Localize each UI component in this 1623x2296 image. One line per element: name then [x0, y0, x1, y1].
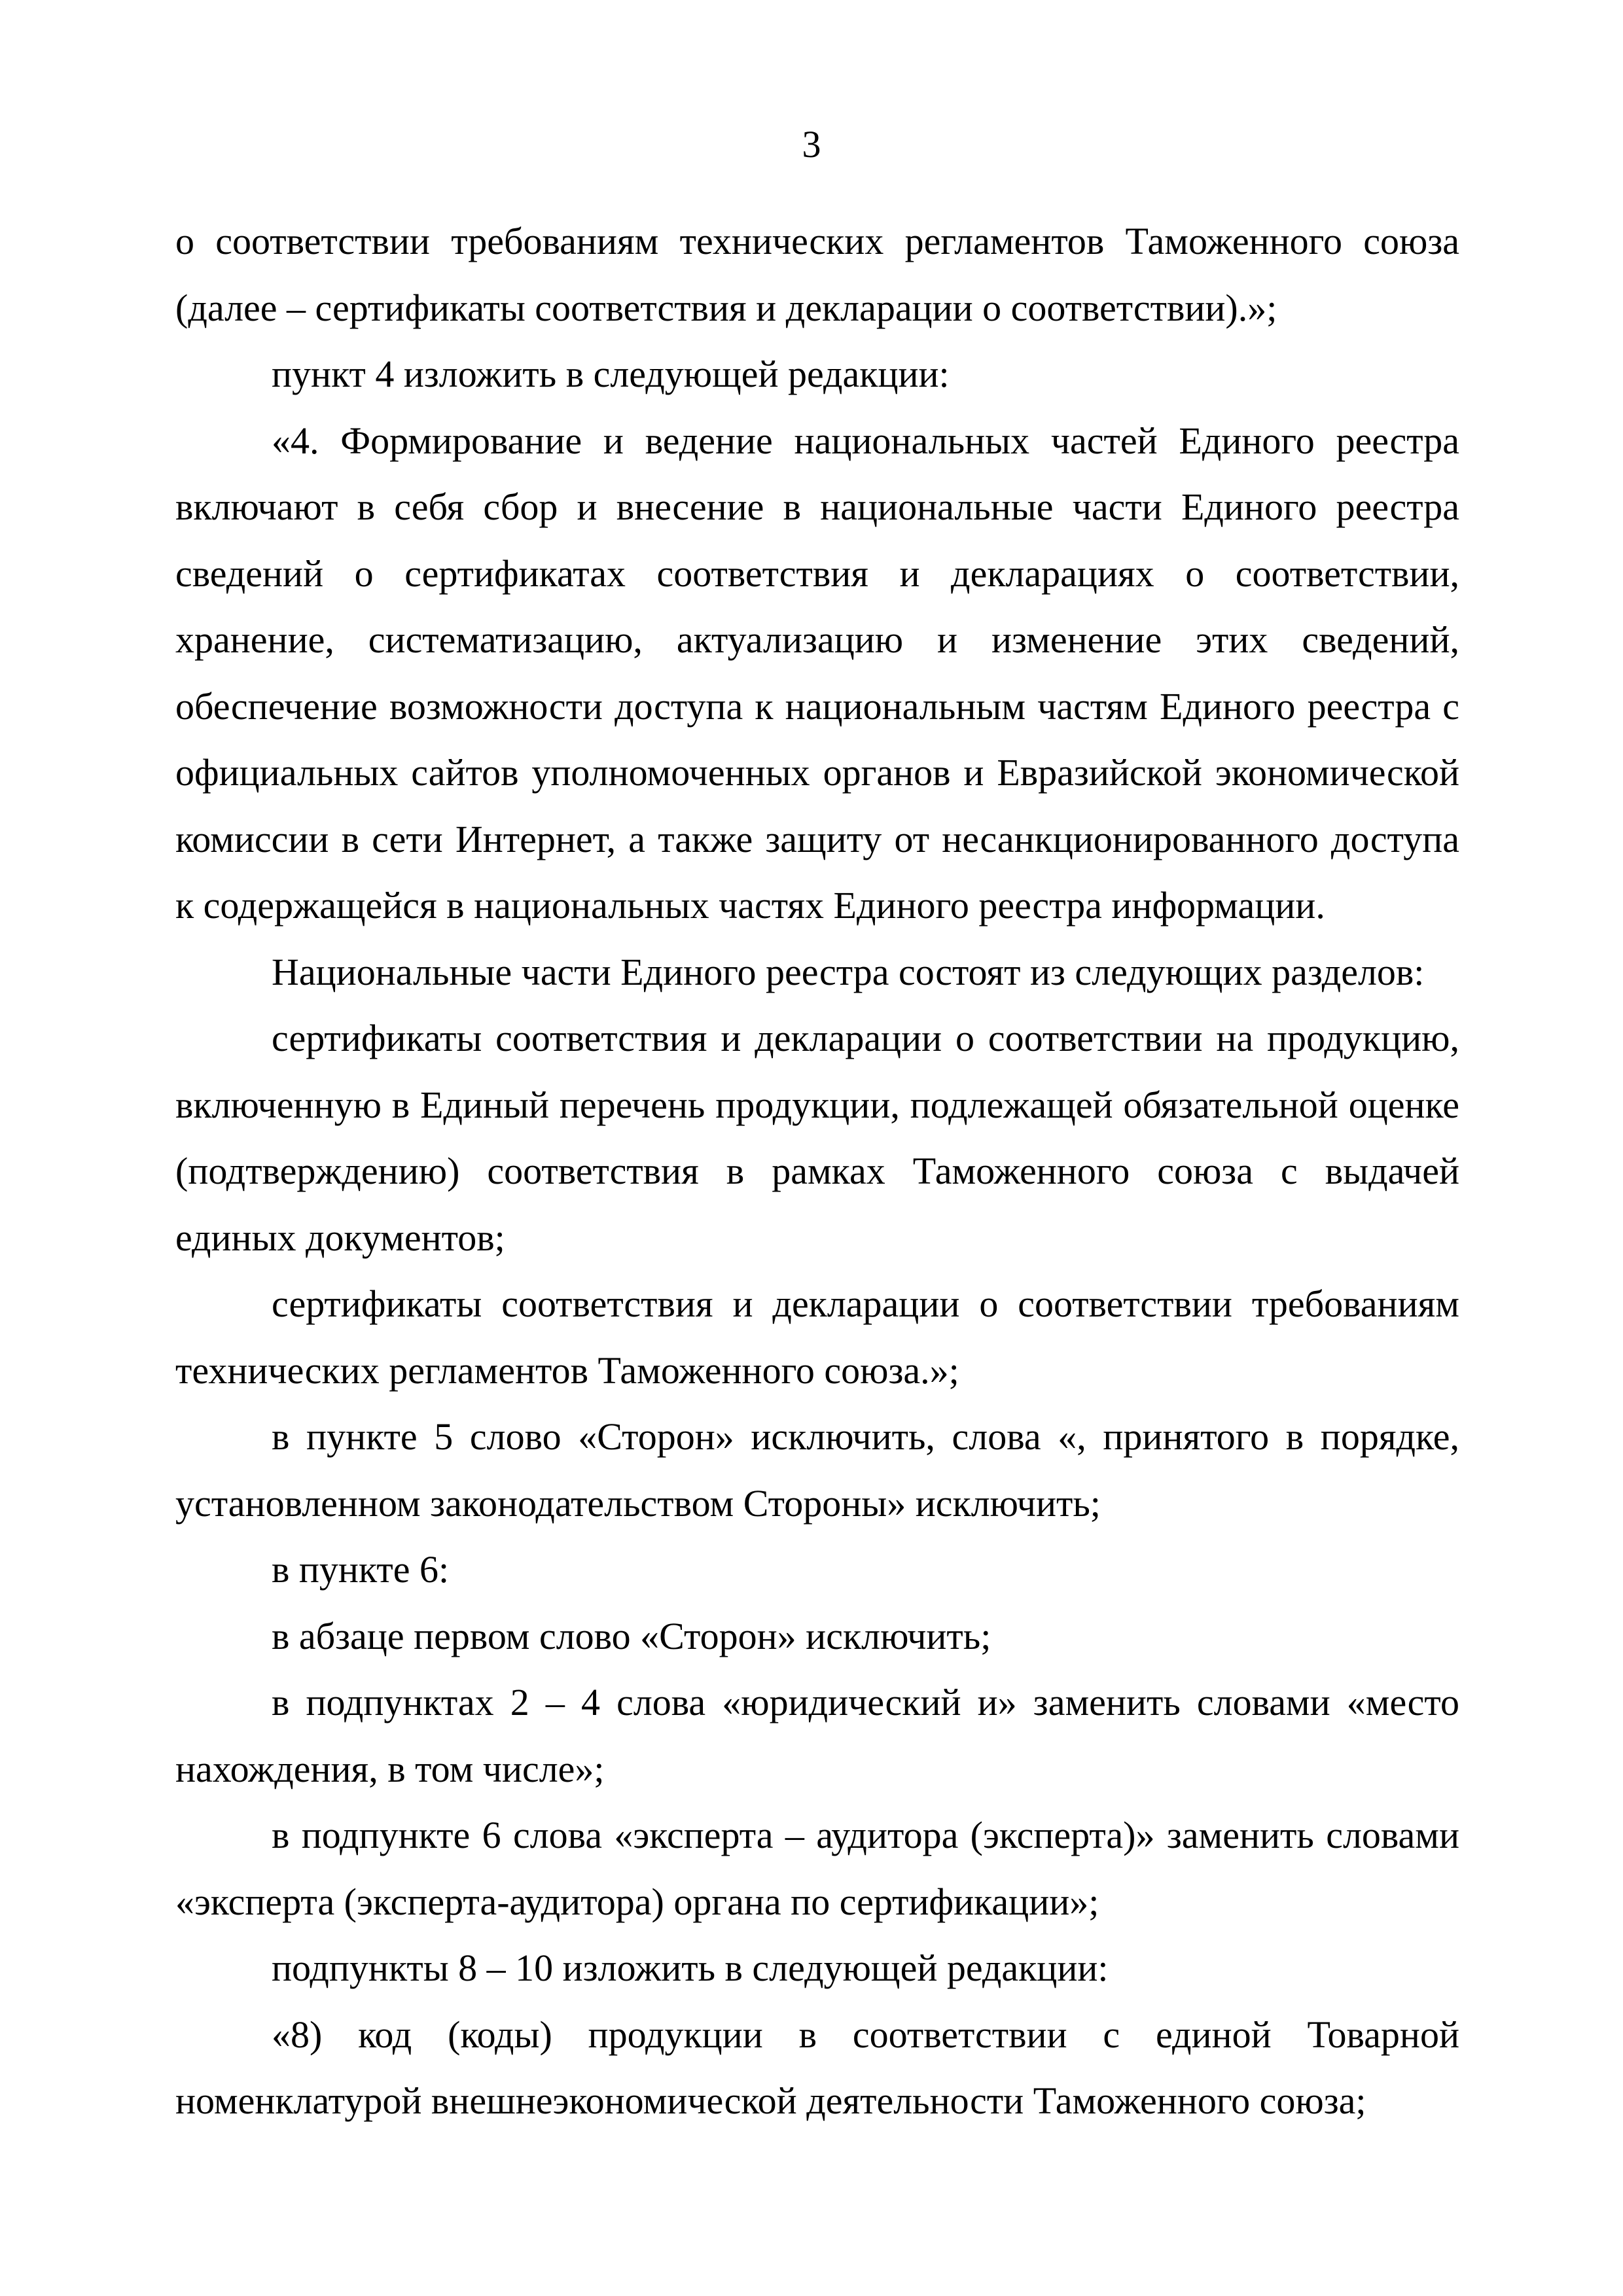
paragraph: в абзаце первом слово «Сторон» исключить; — [272, 1614, 991, 1657]
paragraph: «4. Формирование и ведение национальных частей Единого реестра включают в себя сбор и внесение в национальные части Единого реестра сведений о сертификатах соответствия и декларациях о соответствии, хранение, систематизацию, актуализацию и изменение этих сведений, обеспечение возможности доступа к национальным частям Единого реестра с официальных сайтов уполномоченных органов и Евразийской экономической комиссии в сети Интернет, а также защиту от несанкционированного доступа к содержащейся в национальных частях Единого реестра информации. — [175, 419, 1459, 927]
paragraph: в подпункте 6 слова «эксперта – аудитора (эксперта)» заменить словами «эксперта (эксперта-аудитора) органа по сертификации»; — [175, 1814, 1459, 1923]
paragraph: сертификаты соответствия и декларации о соответствии на продукцию, включенную в Единый перечень продукции, подлежащей обязательной оценке (подтверждению) соответствия в рамках Таможенного союза с выдачей единых документов; — [175, 1017, 1459, 1259]
paragraph: в пункте 5 слово «Сторон» исключить, слова «, принятого в порядке, установленном законодательством Стороны» исключить; — [175, 1415, 1459, 1525]
paragraph: подпункты 8 – 10 изложить в следующей редакции: — [272, 1947, 1109, 1989]
paragraph: в подпунктах 2 – 4 слова «юридический и» заменить словами «место нахождения, в том числе»; — [175, 1681, 1459, 1790]
paragraph: сертификаты соответствия и декларации о соответствии требованиям технических регламентов Таможенного союза.»; — [175, 1282, 1459, 1392]
paragraph: «8) код (коды) продукции в соответствии с единой Товарной номенклатурой внешнеэкономической деятельности Таможенного союза; — [175, 2013, 1459, 2122]
document-body — [175, 208, 1459, 2134]
page-number: 3 — [802, 123, 821, 166]
paragraph: пункт 4 изложить в следующей редакции: — [272, 353, 950, 395]
paragraph: Национальные части Единого реестра состоят из следующих разделов: — [272, 950, 1425, 993]
paragraph: о соответствии требованиям технических регламентов Таможенного союза (далее – сертификаты соответствия и декларации о соответствии).»; — [175, 220, 1459, 329]
paragraph: в пункте 6: — [272, 1548, 450, 1591]
